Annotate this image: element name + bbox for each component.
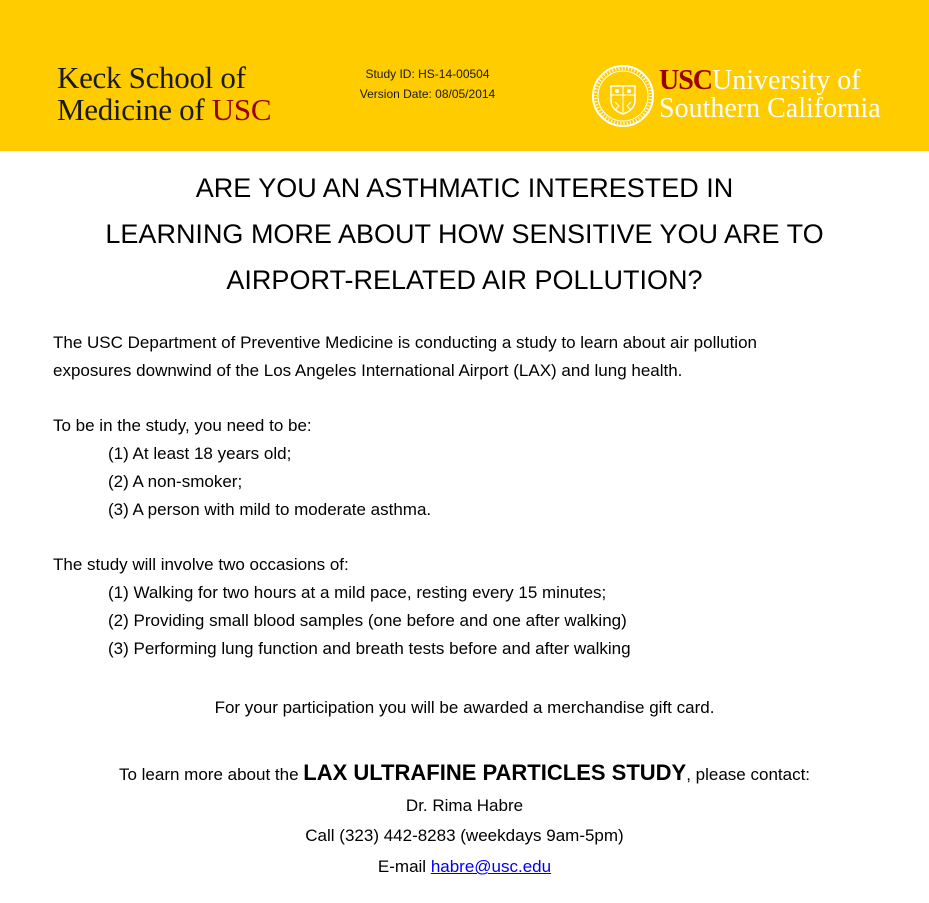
page-headline: [0, 165, 929, 303]
eligibility-item: (1) At least 18 years old;: [108, 444, 292, 463]
involvement-item: (3) Performing lung function and breath tests before and after walking: [108, 639, 631, 658]
usc-university-logo: [659, 67, 881, 123]
headline-line3: AIRPORT-RELATED AIR POLLUTION?: [226, 265, 703, 295]
involvement-section: [53, 551, 893, 663]
contact-intro: [0, 758, 929, 790]
keck-logo: [57, 62, 271, 126]
eligibility-item: (2) A non-smoker;: [108, 472, 243, 491]
involvement-item: (1) Walking for two hours at a mild pace, resting every 15 minutes;: [108, 583, 607, 602]
study-name: LAX ULTRAFINE PARTICLES STUDY: [303, 760, 687, 785]
reward-text: For your participation you will be awarded a merchandise gift card.: [214, 698, 715, 717]
intro-line2: exposures downwind of the Los Angeles International Airport (LAX) and lung health.: [53, 361, 683, 380]
email-link[interactable]: habre@usc.edu: [430, 857, 552, 876]
usc-logo-line1-rest: University of: [712, 65, 861, 96]
intro-line1: The USC Department of Preventive Medicine is conducting a study to learn about air pollution: [53, 333, 757, 352]
email-label: E-mail: [377, 857, 431, 876]
keck-logo-usc: USC: [211, 92, 272, 127]
involvement-heading: The study will involve two occasions of:: [53, 555, 349, 574]
headline-line2: LEARNING MORE ABOUT HOW SENSITIVE YOU ARE TO: [105, 219, 824, 249]
keck-logo-line1: Keck School of: [57, 60, 246, 95]
contact-suffix: , please contact:: [686, 765, 811, 784]
intro-paragraph: [53, 329, 893, 385]
contact-phone: Call (323) 442-8283 (weekdays 9am-5pm): [305, 826, 624, 845]
keck-logo-line2: [57, 94, 271, 126]
usc-logo-bold: USC: [659, 65, 713, 96]
usc-seal-icon: [591, 64, 655, 128]
keck-logo-line2-prefix: Medicine of: [57, 92, 212, 127]
version-date: Version Date: 08/05/2014: [359, 87, 496, 101]
usc-logo-line2: Southern California: [659, 93, 881, 124]
eligibility-section: [53, 412, 893, 524]
flyer-body: [53, 329, 893, 663]
contact-name: Dr. Rima Habre: [405, 796, 524, 815]
study-meta: [320, 64, 535, 104]
study-id: Study ID: HS-14-00504: [365, 67, 490, 81]
contact-prefix: To learn more about the: [118, 765, 304, 784]
involvement-item: (2) Providing small blood samples (one before and one after walking): [108, 611, 627, 630]
contact-email-line: [0, 853, 929, 881]
usc-logo-line1: [659, 67, 881, 95]
headline-line1: ARE YOU AN ASTHMATIC INTERESTED IN: [195, 173, 734, 203]
eligibility-heading: To be in the study, you need to be:: [53, 416, 312, 435]
eligibility-item: (3) A person with mild to moderate asthma.: [108, 500, 432, 519]
header-banner: [0, 0, 929, 151]
